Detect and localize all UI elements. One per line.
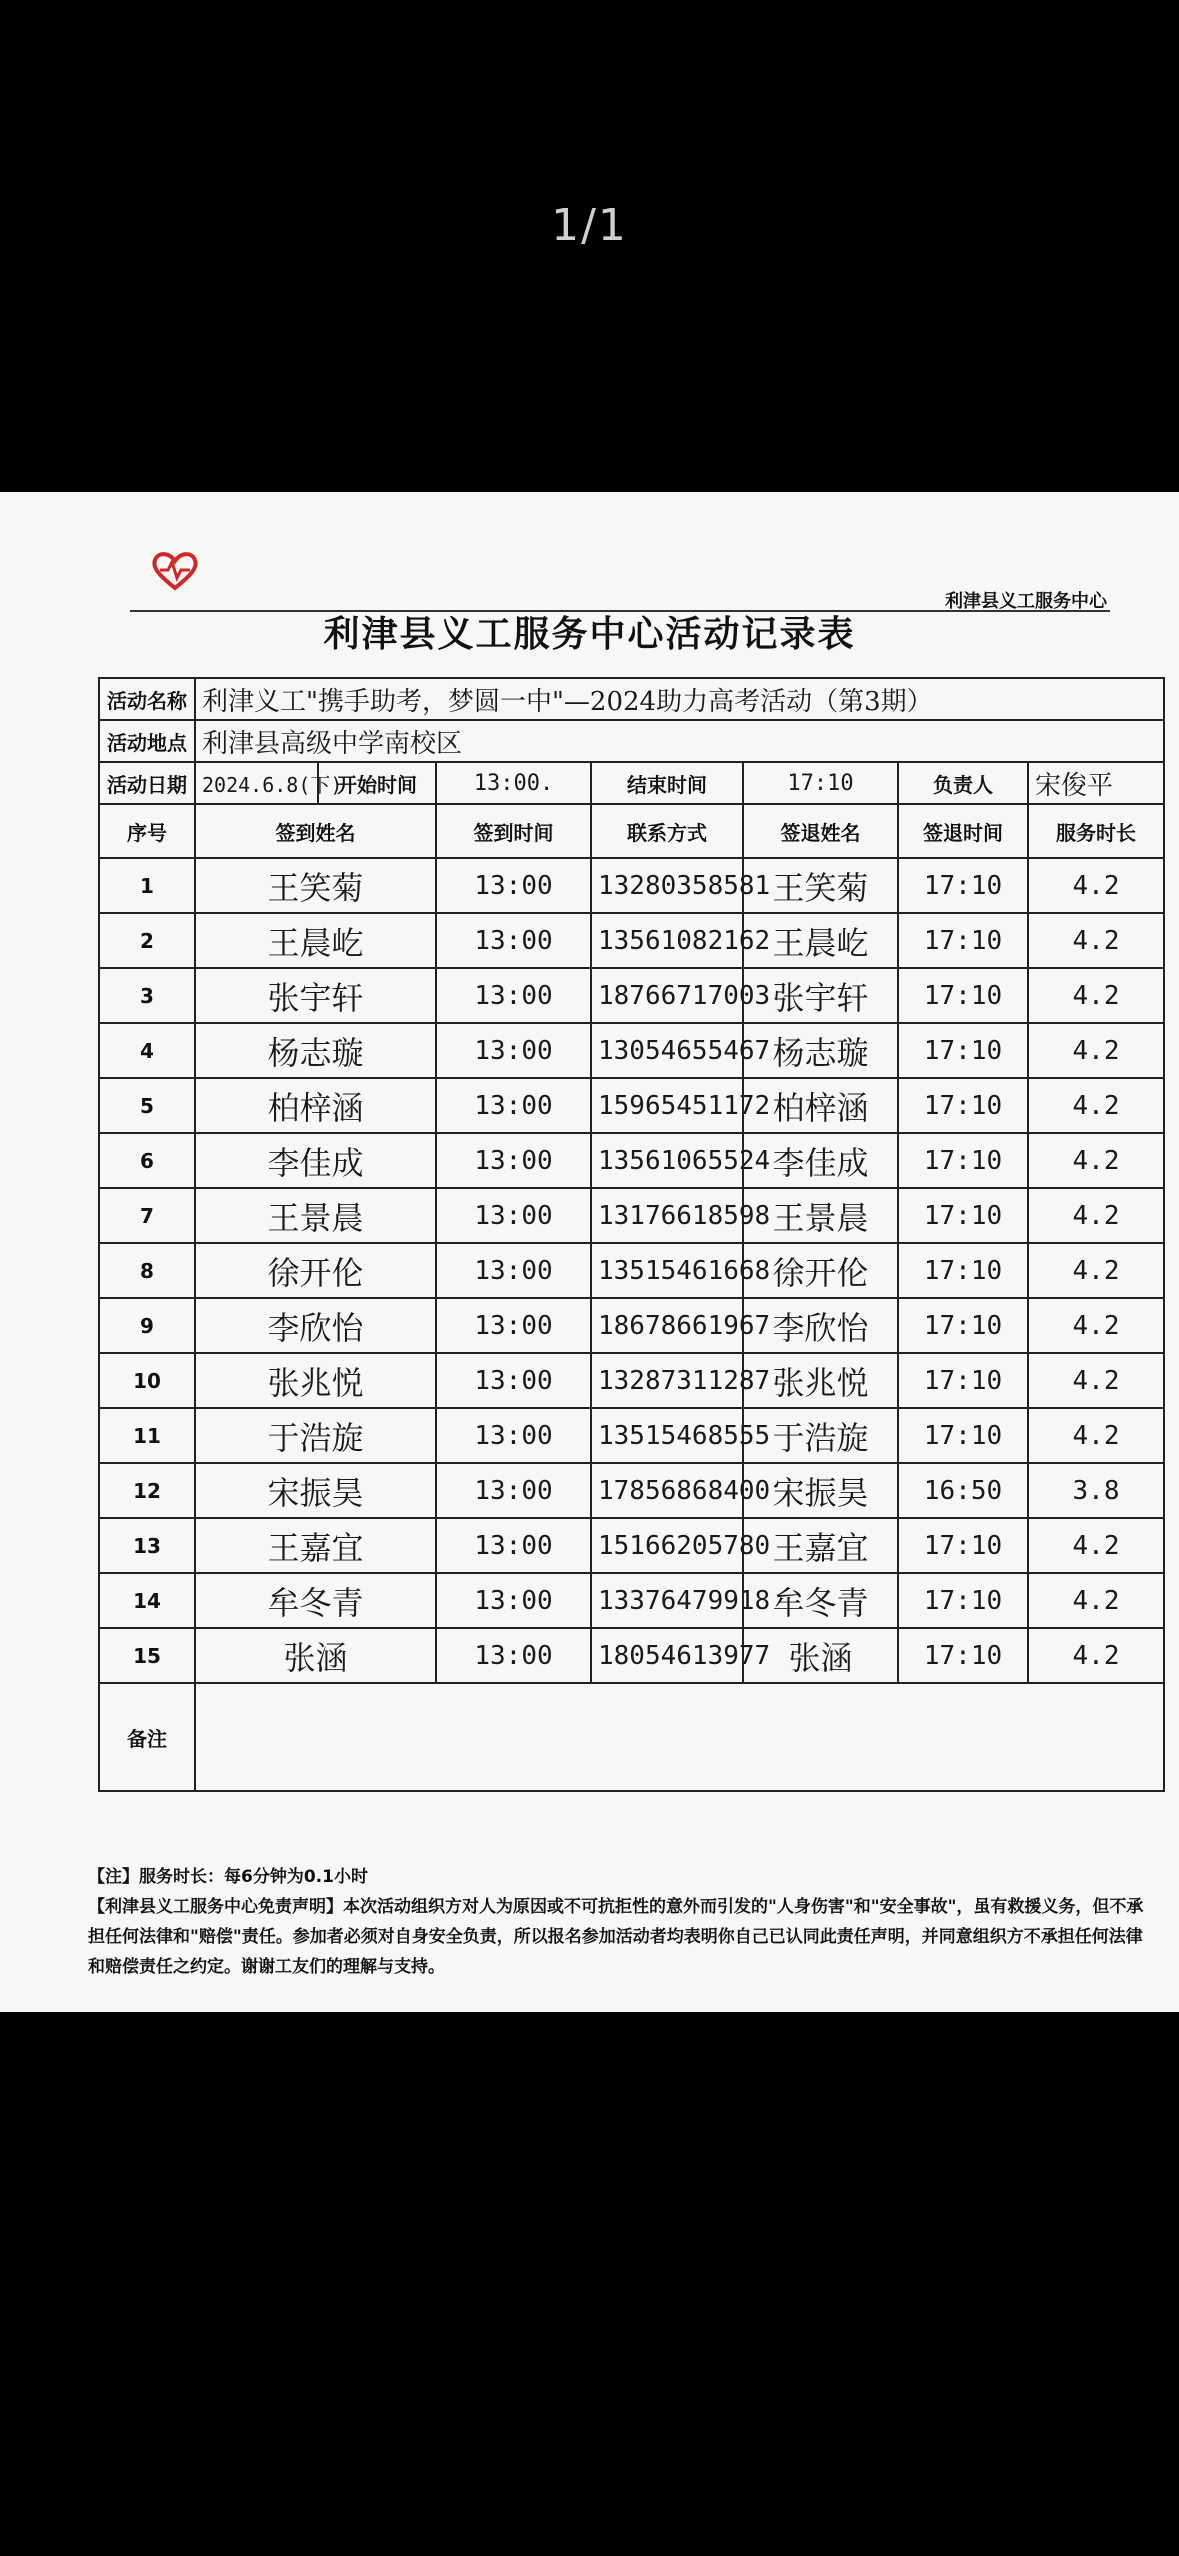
sign-in-name: 张兆悦 [195, 1353, 436, 1408]
contact-phone: 17856868400 [591, 1463, 743, 1518]
sign-in-index: 3 [99, 968, 195, 1023]
sign-out-time: 16:50 [898, 1463, 1028, 1518]
sign-out-time: 17:10 [898, 1518, 1028, 1573]
sign-out-name: 张兆悦 [743, 1353, 898, 1408]
sign-out-name: 张涵 [743, 1628, 898, 1683]
table-row [99, 1298, 1164, 1353]
notes-section [88, 1862, 1148, 1982]
person-in-charge-label: 负责人 [898, 762, 1028, 804]
start-time-label: 开始时间 [318, 762, 436, 804]
activity-record-table [98, 677, 1165, 1792]
table-row [99, 1408, 1164, 1463]
sign-out-time: 17:10 [898, 1353, 1028, 1408]
sign-in-time: 13:00 [436, 1078, 591, 1133]
sign-in-name: 杨志璇 [195, 1023, 436, 1078]
service-hours: 4.2 [1028, 858, 1164, 913]
sign-out-time: 17:10 [898, 968, 1028, 1023]
sign-in-name: 王晨屹 [195, 913, 436, 968]
org-header: 利津县义工服务中心 [945, 591, 1107, 612]
activity-name-row [99, 678, 1164, 720]
remarks-row [99, 1683, 1164, 1791]
sign-in-index: 7 [99, 1188, 195, 1243]
sign-out-time: 17:10 [898, 858, 1028, 913]
sign-in-time: 13:00 [436, 1408, 591, 1463]
table-row [99, 1463, 1164, 1518]
column-header: 签到姓名 [195, 804, 436, 858]
sign-out-name: 徐开伦 [743, 1243, 898, 1298]
sign-out-name: 王笑菊 [743, 858, 898, 913]
contact-phone: 13515468555 [591, 1408, 743, 1463]
sign-in-index: 12 [99, 1463, 195, 1518]
sign-out-name: 牟冬青 [743, 1573, 898, 1628]
contact-phone: 18054613977 [591, 1628, 743, 1683]
remarks-label: 备注 [99, 1683, 195, 1791]
service-hours: 4.2 [1028, 1243, 1164, 1298]
sign-in-index: 6 [99, 1133, 195, 1188]
start-time-value: 13:00. [436, 762, 591, 804]
service-hours: 4.2 [1028, 1133, 1164, 1188]
end-time-label: 结束时间 [591, 762, 743, 804]
sign-in-time: 13:00 [436, 913, 591, 968]
contact-phone: 13376479918 [591, 1573, 743, 1628]
sign-in-name: 王笑菊 [195, 858, 436, 913]
sign-in-name: 张宇轩 [195, 968, 436, 1023]
table-row [99, 858, 1164, 913]
sign-out-name: 李欣怡 [743, 1298, 898, 1353]
sign-in-time: 13:00 [436, 1243, 591, 1298]
contact-phone: 13280358581 [591, 858, 743, 913]
contact-phone: 13561065524 [591, 1133, 743, 1188]
sign-out-time: 17:10 [898, 1628, 1028, 1683]
sign-in-time: 13:00 [436, 1463, 591, 1518]
sign-out-name: 王晨屹 [743, 913, 898, 968]
sign-out-name: 王景晨 [743, 1188, 898, 1243]
contact-phone: 13287311287 [591, 1353, 743, 1408]
sign-out-name: 杨志璇 [743, 1023, 898, 1078]
activity-location-label: 活动地点 [99, 720, 195, 762]
column-header: 联系方式 [591, 804, 743, 858]
sign-in-index: 13 [99, 1518, 195, 1573]
sign-in-time: 13:00 [436, 968, 591, 1023]
sign-in-index: 9 [99, 1298, 195, 1353]
sign-out-time: 17:10 [898, 1188, 1028, 1243]
sign-out-time: 17:10 [898, 1078, 1028, 1133]
activity-name-label: 活动名称 [99, 678, 195, 720]
contact-phone: 18678661967 [591, 1298, 743, 1353]
activity-date-label: 活动日期 [99, 762, 195, 804]
service-hours: 4.2 [1028, 1408, 1164, 1463]
table-row [99, 1353, 1164, 1408]
sign-out-time: 17:10 [898, 1023, 1028, 1078]
activity-name-value: 利津义工"携手助考，梦圆一中"—2024助力高考活动（第3期） [195, 678, 1164, 720]
service-hours: 4.2 [1028, 1518, 1164, 1573]
service-hours: 4.2 [1028, 1023, 1164, 1078]
sign-in-name: 张涵 [195, 1628, 436, 1683]
activity-date-value: 2024.6.8(下) [195, 762, 318, 804]
contact-phone: 15166205780 [591, 1518, 743, 1573]
service-hours: 4.2 [1028, 1078, 1164, 1133]
sign-in-index: 8 [99, 1243, 195, 1298]
sign-in-name: 王嘉宜 [195, 1518, 436, 1573]
document-page [0, 492, 1179, 2012]
contact-phone: 15965451172 [591, 1078, 743, 1133]
sign-in-index: 2 [99, 913, 195, 968]
service-hours: 4.2 [1028, 1628, 1164, 1683]
sign-in-time: 13:00 [436, 1188, 591, 1243]
service-hours-note: 【注】服务时长：每6分钟为0.1小时 [88, 1867, 368, 1887]
sign-in-time: 13:00 [436, 1298, 591, 1353]
sign-out-name: 柏梓涵 [743, 1078, 898, 1133]
sign-in-index: 1 [99, 858, 195, 913]
sign-in-name: 牟冬青 [195, 1573, 436, 1628]
sign-out-name: 王嘉宜 [743, 1518, 898, 1573]
contact-phone: 13054655467 [591, 1023, 743, 1078]
column-header: 服务时长 [1028, 804, 1164, 858]
sign-in-name: 王景晨 [195, 1188, 436, 1243]
service-hours: 4.2 [1028, 968, 1164, 1023]
sign-out-name: 李佳成 [743, 1133, 898, 1188]
sign-in-name: 柏梓涵 [195, 1078, 436, 1133]
sign-in-time: 13:00 [436, 1518, 591, 1573]
sign-out-time: 17:10 [898, 1408, 1028, 1463]
sign-in-name: 宋振昊 [195, 1463, 436, 1518]
service-hours: 4.2 [1028, 1573, 1164, 1628]
table-row [99, 1133, 1164, 1188]
sign-in-index: 14 [99, 1573, 195, 1628]
contact-phone: 18766717003 [591, 968, 743, 1023]
column-header: 签到时间 [436, 804, 591, 858]
service-hours: 4.2 [1028, 1298, 1164, 1353]
sign-in-time: 13:00 [436, 1353, 591, 1408]
sign-in-index: 4 [99, 1023, 195, 1078]
table-row [99, 1518, 1164, 1573]
service-hours: 4.2 [1028, 1188, 1164, 1243]
sign-in-time: 13:00 [436, 858, 591, 913]
sign-out-name: 张宇轩 [743, 968, 898, 1023]
column-header: 序号 [99, 804, 195, 858]
activity-date-row [99, 762, 1164, 804]
contact-phone: 13515461668 [591, 1243, 743, 1298]
disclaimer-text: 【利津县义工服务中心免责声明】本次活动组织方对人为原因或不可抗拒性的意外而引发的"人身伤害"和"安全事故"，虽有救援义务，但不承担任何法律和"赔偿"责任。参加者必须对自身安全负责，所以报名参加活动者均表明你自己已认同此责任声明，并同意组织方不承担任何法律和赔偿责任之约定。谢谢工友们的理解与支持。 [88, 1897, 1144, 1977]
column-header: 签退时间 [898, 804, 1028, 858]
sign-out-time: 17:10 [898, 1298, 1028, 1353]
sign-in-index: 11 [99, 1408, 195, 1463]
remarks-value [195, 1683, 1164, 1791]
table-row [99, 1573, 1164, 1628]
end-time-value: 17:10 [743, 762, 898, 804]
sign-in-time: 13:00 [436, 1023, 591, 1078]
document-title: 利津县义工服务中心活动记录表 [323, 613, 856, 655]
sign-in-time: 13:00 [436, 1133, 591, 1188]
table-row [99, 968, 1164, 1023]
table-row [99, 1023, 1164, 1078]
sign-in-index: 15 [99, 1628, 195, 1683]
sign-in-time: 13:00 [436, 1573, 591, 1628]
sign-out-name: 于浩旋 [743, 1408, 898, 1463]
contact-phone: 13561082162 [591, 913, 743, 968]
service-hours: 3.8 [1028, 1463, 1164, 1518]
page-indicator: 1/1 [551, 200, 628, 251]
table-row [99, 1243, 1164, 1298]
sign-in-name: 徐开伦 [195, 1243, 436, 1298]
table-header-row [99, 804, 1164, 858]
heart-logo-icon [150, 550, 200, 590]
sign-in-name: 于浩旋 [195, 1408, 436, 1463]
contact-phone: 13176618598 [591, 1188, 743, 1243]
sign-in-name: 李佳成 [195, 1133, 436, 1188]
table-row [99, 1078, 1164, 1133]
table-row [99, 913, 1164, 968]
sign-out-time: 17:10 [898, 1573, 1028, 1628]
sign-in-index: 10 [99, 1353, 195, 1408]
sign-in-name: 李欣怡 [195, 1298, 436, 1353]
sign-out-time: 17:10 [898, 913, 1028, 968]
sign-out-name: 宋振昊 [743, 1463, 898, 1518]
activity-location-value: 利津县高级中学南校区 [195, 720, 1164, 762]
sign-out-time: 17:10 [898, 1133, 1028, 1188]
sign-in-index: 5 [99, 1078, 195, 1133]
service-hours: 4.2 [1028, 913, 1164, 968]
table-row [99, 1188, 1164, 1243]
column-header: 签退姓名 [743, 804, 898, 858]
sign-in-time: 13:00 [436, 1628, 591, 1683]
person-in-charge-value: 宋俊平 [1028, 762, 1164, 804]
activity-location-row [99, 720, 1164, 762]
sign-out-time: 17:10 [898, 1243, 1028, 1298]
service-hours: 4.2 [1028, 1353, 1164, 1408]
table-row [99, 1628, 1164, 1683]
